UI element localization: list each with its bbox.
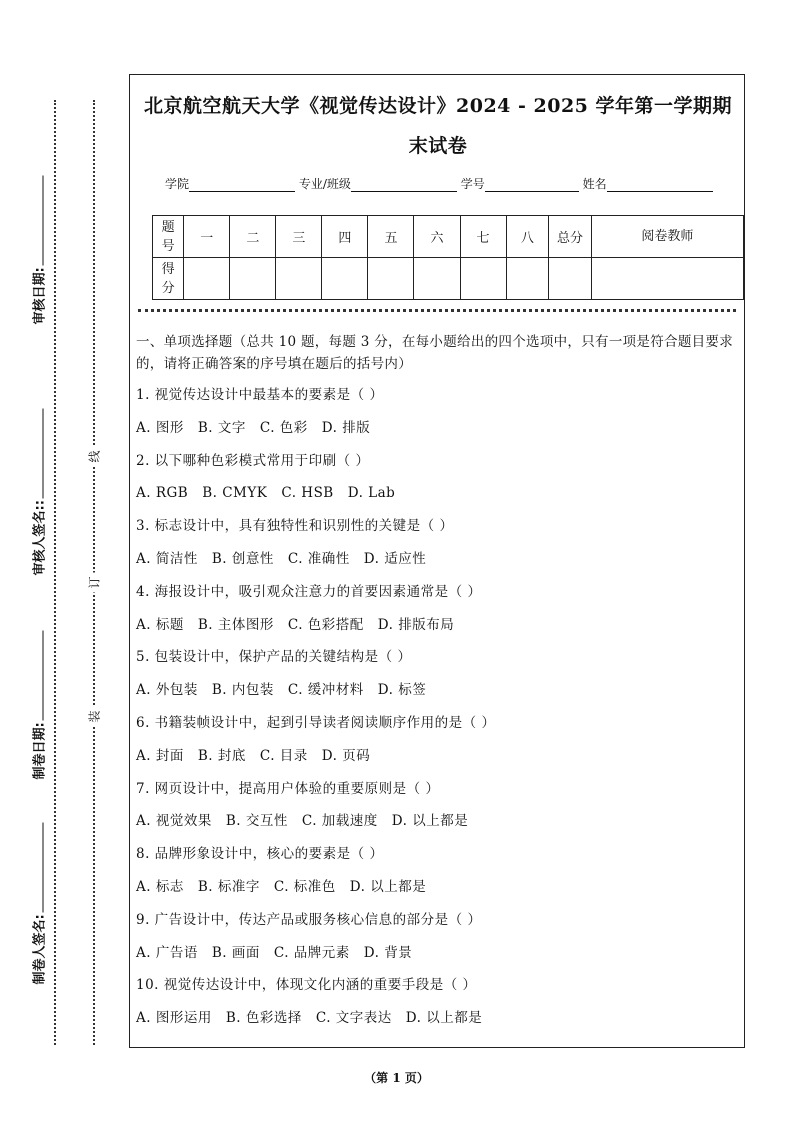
major-class-blank[interactable] [351,178,457,192]
question-list [136,385,738,1041]
option-choice[interactable]: D. 页码 [321,747,371,764]
option-choice[interactable]: D. 以上都是 [391,813,469,830]
question-stem: 7. 网页设计中，提高用户体验的重要原则是（ ） [136,780,440,797]
score-cell[interactable] [549,258,592,300]
score-cell[interactable] [276,258,322,300]
col-8: 八 [506,216,549,258]
reviewer-cell[interactable] [591,258,743,300]
exam-title-line1: 北京航空航天大学《视觉传达设计》2024 - 2025 学年第一学期期 [144,95,732,117]
exam-frame [129,74,745,1048]
option-choice[interactable]: C. 准确性 [287,550,350,567]
option-choice[interactable]: A. 图形运用 [136,1010,212,1027]
question-stem: 3. 标志设计中，具有独特性和识别性的关键是（ ） [136,518,454,535]
option-choice[interactable]: B. 封底 [197,747,246,764]
option-choice[interactable]: A. RGB [136,485,189,502]
option-choice[interactable]: D. 排版布局 [377,616,455,633]
reviewer-signature-label: 审核人签名:: [29,416,48,576]
option-choice[interactable]: D. Lab [347,485,396,502]
option-choice[interactable]: A. 标志 [136,878,184,895]
score-row-header: 得分 [153,258,184,300]
option-choice[interactable]: B. 标准字 [197,878,260,895]
col-total: 总分 [549,216,592,258]
question-stem: 4. 海报设计中，吸引观众注意力的首要因素通常是（ ） [136,583,482,600]
question-stem: 9. 广告设计中，传达产品或服务核心信息的部分是（ ） [136,911,482,928]
question-options [136,877,738,910]
option-choice[interactable]: A. 图形 [136,419,184,436]
page-number: （第 1 页） [364,1071,429,1085]
option-choice[interactable]: A. 封面 [136,747,184,764]
option-choice[interactable]: D. 背景 [363,944,413,961]
score-cell[interactable] [230,258,276,300]
major-class-label: 专业/班级 [298,177,351,191]
binding-mark-line: 线 [86,447,103,467]
preparer-signature-label: 制卷人签名: [29,825,48,985]
option-choice[interactable]: B. 文字 [197,419,246,436]
option-choice[interactable]: B. 主体图形 [197,616,274,633]
option-choice[interactable]: C. 缓冲材料 [287,682,364,699]
score-table [152,215,744,300]
student-info-row [165,175,713,192]
question-options [136,483,738,516]
option-choice[interactable]: A. 视觉效果 [136,813,212,830]
college-label: 学院 [165,177,190,191]
question-options [136,1008,738,1041]
question-options [136,615,738,648]
option-choice[interactable]: D. 适应性 [363,550,427,567]
exam-title-line2: 末试卷 [408,135,468,157]
student-id-blank[interactable] [485,178,579,192]
question-stem: 10. 视觉传达设计中，体现文化内涵的重要手段是（ ） [136,977,477,994]
section-instruction: 一、单项选择题（总共 10 题，每题 3 分，在每小题给出的四个选项中，只有一项是符合题目要求的，请将正确答案的序号填在题后的括号内） [136,334,734,372]
option-choice[interactable]: C. 加载速度 [301,813,378,830]
option-choice[interactable]: D. 排版 [321,419,371,436]
college-blank[interactable] [189,178,295,192]
option-choice[interactable]: B. 交互性 [225,813,288,830]
option-choice[interactable]: D. 以上都是 [405,1010,483,1027]
col-1: 一 [184,216,230,258]
score-cell[interactable] [460,258,506,300]
question-stem: 6. 书籍装帧设计中，起到引导读者阅读顺序作用的是（ ） [136,714,496,731]
option-choice[interactable]: C. 色彩搭配 [287,616,364,633]
score-cell[interactable] [368,258,414,300]
option-choice[interactable]: A. 简洁性 [136,550,198,567]
option-choice[interactable]: C. HSB [281,485,334,502]
question-options [136,943,738,976]
outer-dotted-line [54,100,56,1045]
question-stem: 5. 包装设计中，保护产品的关键结构是（ ） [136,649,412,666]
col-6: 六 [414,216,460,258]
question-options [136,549,738,582]
name-label: 姓名 [582,177,607,191]
col-3: 三 [276,216,322,258]
student-id-label: 学号 [460,177,485,191]
review-date-label: 审核日期: [29,165,48,325]
option-choice[interactable]: A. 外包装 [136,682,198,699]
reviewer-header: 阅卷教师 [591,216,743,258]
score-cell[interactable] [414,258,460,300]
score-cell[interactable] [506,258,549,300]
question-options [136,811,738,844]
option-choice[interactable]: B. CMYK [202,485,268,502]
question-options [136,680,738,713]
option-choice[interactable]: C. 色彩 [259,419,308,436]
section-content [136,331,738,1041]
question-stem: 2. 以下哪种色彩模式常用于印刷（ ） [136,452,370,469]
question-stem: 8. 品牌形象设计中，核心的要素是（ ） [136,846,384,863]
option-choice[interactable]: D. 标签 [377,682,427,699]
col-4: 四 [322,216,368,258]
binding-mark-staple: 订 [86,573,103,593]
score-cell[interactable] [322,258,368,300]
option-choice[interactable]: B. 色彩选择 [225,1010,302,1027]
option-choice[interactable]: D. 以上都是 [349,878,427,895]
option-choice[interactable]: B. 画面 [211,944,260,961]
option-choice[interactable]: C. 标准色 [273,878,336,895]
option-choice[interactable]: A. 广告语 [136,944,198,961]
name-blank[interactable] [607,178,713,192]
col-5: 五 [368,216,414,258]
question-stem: 1. 视觉传达设计中最基本的要素是（ ） [136,387,384,403]
question-options [136,746,738,779]
binding-mark-bind: 装 [86,707,103,727]
prepare-date-label: 制卷日期: [29,620,48,780]
score-cell[interactable] [184,258,230,300]
col-7: 七 [460,216,506,258]
option-choice[interactable]: B. 创意性 [211,550,274,567]
question-options [136,418,738,451]
option-choice[interactable]: C. 目录 [259,747,308,764]
option-choice[interactable]: A. 标题 [136,616,184,633]
dotted-separator [138,309,736,312]
col-2: 二 [230,216,276,258]
option-choice[interactable]: C. 品牌元素 [273,944,350,961]
question-number-header: 题号 [153,216,184,258]
option-choice[interactable]: B. 内包装 [211,682,274,699]
binding-sidebar [0,0,128,1122]
option-choice[interactable]: C. 文字表达 [315,1010,392,1027]
